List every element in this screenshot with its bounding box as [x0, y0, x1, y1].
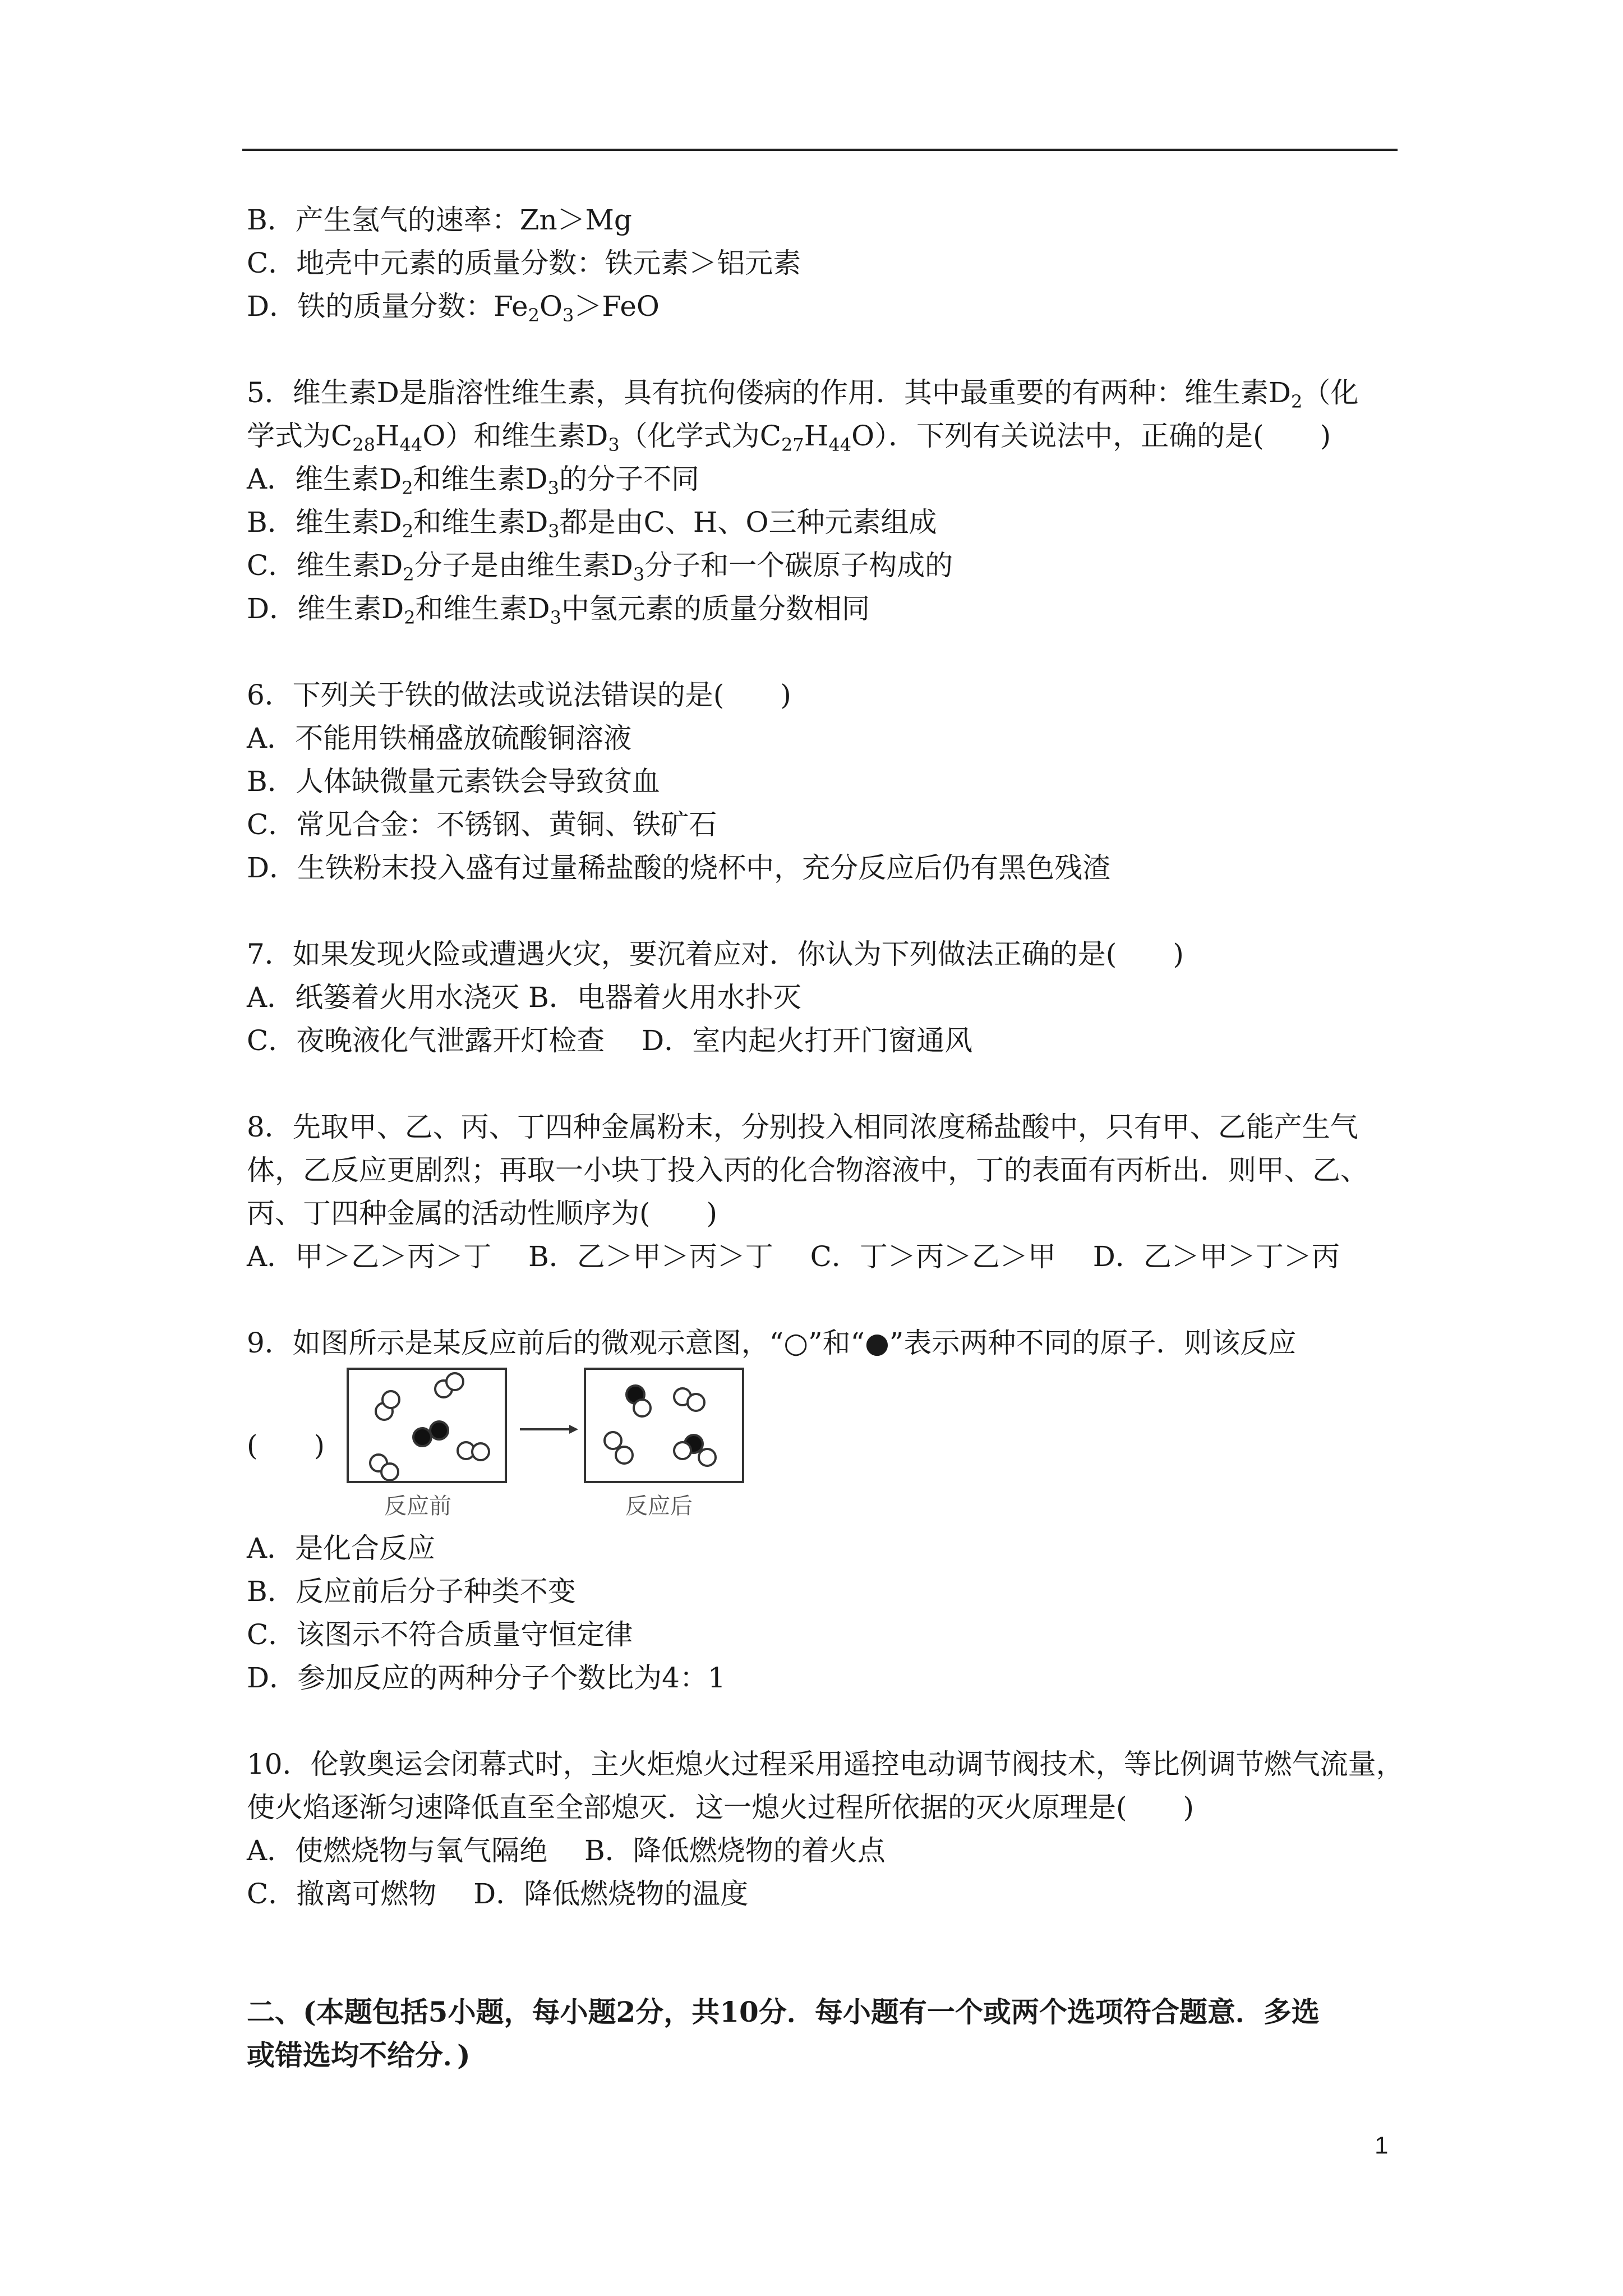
q5-option-b: B．维生素$D_2$和维生素$D_3$都是由C、H、O三种元素组成: [247, 506, 937, 542]
q5-stem-line1: 5．维生素D是脂溶性维生素，具有抗佝偻病的作用．其中最重要的有两种：维生素$D_2$（化: [247, 376, 1359, 412]
after-white-atom: [699, 1449, 716, 1466]
q5-option-c: C．维生素$D_2$分子是由维生素$D_3$分子和一个碳原子构成的: [247, 549, 953, 585]
q4-option-d: D．铁的质量分数：$Fe_2O_3>FeO$: [247, 290, 660, 326]
after-box: [585, 1369, 743, 1482]
before-black-atom: [430, 1421, 448, 1439]
q7-stem: 7．如果发现火险或遭遇火灾，要沉着应对．你认为下列做法正确的是( ): [247, 938, 1184, 970]
before-molecules: [370, 1373, 489, 1480]
q9-option-b: B．反应前后分子种类不变: [247, 1575, 576, 1608]
after-white-atom: [688, 1394, 704, 1411]
after-white-atom: [674, 1442, 691, 1459]
q9-option-a: A．是化合反应: [247, 1532, 436, 1565]
page-number: 1: [1375, 2132, 1389, 2159]
before-label: 反应前: [384, 1493, 451, 1519]
q6-option-a: A．不能用铁桶盛放硫酸铜溶液: [247, 722, 632, 754]
arrow-head: [569, 1425, 578, 1434]
q10-options-cd: C．撤离可燃物 D．降低燃烧物的温度: [247, 1878, 749, 1910]
q10-stem-line2: 使火焰逐渐匀速降低直至全部熄灭．这一熄火过程所依据的灭火原理是( ): [247, 1791, 1195, 1824]
before-white-atom: [472, 1443, 489, 1460]
q5-option-d: D．维生素$D_2$和维生素$D_3$中氢元素的质量分数相同: [247, 592, 870, 628]
q6-stem: 6．下列关于铁的做法或说法错误的是( ): [247, 679, 791, 711]
section-2-heading-line1: 二、(本题包括5小题，每小题2分，共10分．每小题有一个或两个选项符合题意．多选: [247, 1995, 1320, 2028]
q6-option-c: C．常见合金：不锈钢、黄铜、铁矿石: [247, 808, 717, 841]
q10-stem-line1: 10．伦敦奥运会闭幕式时，主火炬熄火过程采用遥控电动调节阀技术，等比例调节燃气流量，: [247, 1748, 1404, 1780]
after-white-atom: [605, 1432, 621, 1449]
q8-stem-line1: 8．先取甲、乙、丙、丁四种金属粉末，分别投入相同浓度稀盐酸中，只有甲、乙能产生气: [247, 1111, 1358, 1143]
section-2-heading-line2: 或错选均不给分．): [247, 2039, 471, 2072]
q9-option-d: D．参加反应的两种分子个数比为4：1: [247, 1662, 726, 1694]
before-white-atom: [381, 1464, 398, 1480]
q9-option-c: C．该图示不符合质量守恒定律: [247, 1618, 633, 1651]
q7-options-ab: A．纸篓着火用水浇灭 B．电器着火用水扑灭: [247, 981, 801, 1014]
before-white-atom: [382, 1391, 399, 1408]
q6-option-d: D．生铁粉末投入盛有过量稀盐酸的烧杯中，充分反应后仍有黑色残渣: [247, 852, 1111, 884]
q5-stem-line2: 学式为$C_{28}H_{44}O$）和维生素$D_3$（化学式为$C_{27}H_{44}O$）．下列有关说法中，正确的是( ): [247, 420, 1331, 455]
q8-stem-line2: 体，乙反应更剧烈；再取一小块丁投入丙的化合物溶液中，丁的表面有丙析出．则甲、乙、: [247, 1154, 1368, 1186]
q8-options: A．甲＞乙＞丙＞丁 B．乙＞甲＞丙＞丁 C．丁＞丙＞乙＞甲 D．乙＞甲＞丁＞丙: [247, 1240, 1340, 1273]
after-molecules: [605, 1386, 716, 1466]
header-rule: [242, 149, 1398, 151]
q10-options-ab: A．使燃烧物与氧气隔绝 B．降低燃烧物的着火点: [247, 1834, 886, 1867]
before-white-atom: [446, 1373, 463, 1390]
before-black-atom: [413, 1428, 431, 1446]
after-white-atom: [616, 1447, 633, 1464]
q9-stem: 9．如图所示是某反应前后的微观示意图，“○”和“●”表示两种不同的原子．则该反应: [247, 1327, 1297, 1359]
q8-stem-line3: 丙、丁四种金属的活动性顺序为( ): [247, 1197, 718, 1230]
q5-option-a: A．维生素$D_2$和维生素$D_3$的分子不同: [247, 463, 700, 499]
after-white-atom: [634, 1400, 651, 1416]
q7-options-cd: C．夜晚液化气泄露开灯检查 D．室内起火打开门窗通风: [247, 1024, 973, 1057]
reaction-diagram: [345, 1368, 749, 1519]
after-label: 反应后: [625, 1493, 693, 1519]
q4-option-b: B．产生氢气的速率：Zn＞Mg: [247, 204, 632, 236]
q6-option-b: B．人体缺微量元素铁会导致贫血: [247, 765, 660, 798]
q4-option-c: C．地壳中元素的质量分数：铁元素＞铝元素: [247, 247, 801, 279]
q9-paren: ( ): [247, 1429, 325, 1462]
